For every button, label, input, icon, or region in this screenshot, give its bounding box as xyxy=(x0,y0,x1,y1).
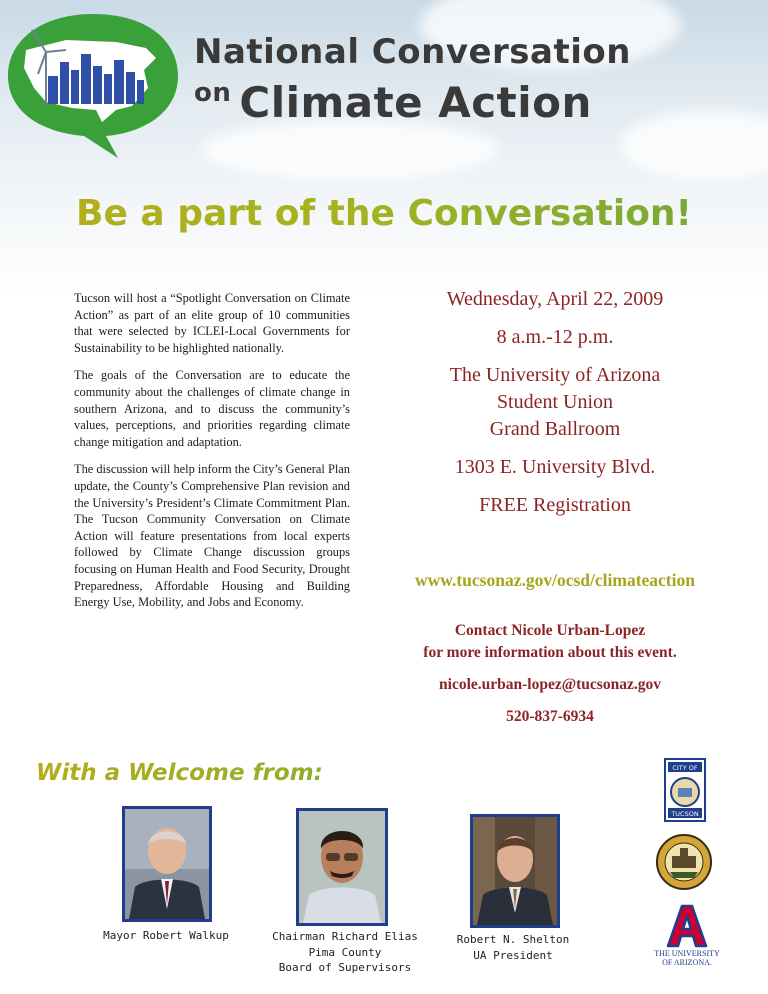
caption-shelton-line-1: Robert N. Shelton xyxy=(456,933,570,946)
event-address: 1303 E. University Blvd. xyxy=(454,456,656,478)
city-of-tucson-seal-icon xyxy=(664,758,706,822)
body-paragraph-1: Tucson will host a “Spotlight Conversation on Climate Action” as part of an elite group of 10 communities that were selected by ICLEI-Local Governments for Sustainability to be highlighted nationally. xyxy=(74,291,350,355)
caption-elias-line-3: Board of Supervisors xyxy=(278,961,412,974)
cloud xyxy=(200,120,500,180)
contact-email[interactable]: nicole.urban-lopez@tucsonaz.gov xyxy=(439,676,661,693)
robert-shelton-photo xyxy=(470,814,560,928)
event-date: Wednesday, April 22, 2009 xyxy=(446,288,664,310)
caption-elias-line-1: Chairman Richard Elias xyxy=(272,930,418,943)
welcome-heading: With a Welcome from: xyxy=(36,760,323,786)
climate-action-logo-icon xyxy=(6,10,180,160)
caption-shelton-line-2: UA President xyxy=(473,948,553,962)
caption-elias-line-2: Pima County xyxy=(308,945,382,959)
mayor-walkup-photo xyxy=(122,806,212,922)
caption-mayor xyxy=(92,928,240,944)
title-line-2 xyxy=(194,78,592,127)
headline: Be a part of the Conversation! xyxy=(0,193,768,234)
contact-line-1: Contact Nicole Urban-Lopez xyxy=(454,622,646,639)
university-of-arizona-logo-icon xyxy=(662,902,712,948)
contact-line-2: for more information about this event. xyxy=(423,644,677,661)
event-venue-2: Student Union xyxy=(496,391,614,413)
contact-block xyxy=(380,620,720,728)
title-line-1: National Conversation xyxy=(194,32,631,72)
event-venue-1: The University of Arizona xyxy=(449,364,661,386)
body-paragraph-3: The discussion will help inform the City’s General Plan update, the County’s Comprehensive Plan revision and the University’s President’s Climate Commitment Plan. The Tucson Community Conversation on Climate Action will feature presentations from local experts followed by Climate Change discussion groups focusing on Human Health and Food Security, Drought Preparedness, Affordable Housing and Building Energy Use, Mobility, and Jobs and Economy. xyxy=(74,462,350,610)
caption-elias xyxy=(258,929,432,976)
title-climate-action: Climate Action xyxy=(239,78,592,127)
contact-phone: 520-837-6934 xyxy=(506,708,594,725)
ua-logo-text xyxy=(648,949,726,967)
body-paragraph-2: The goals of the Conversation are to educate the community about the challenges of climate change in southern Arizona, and to discuss the community’s values, perceptions, and priorities regarding climate change mitigation and adaptation. xyxy=(74,368,350,449)
city-seal-top-text: CITY OF xyxy=(672,764,698,772)
caption-shelton xyxy=(444,932,582,963)
event-details xyxy=(396,286,714,519)
body-text xyxy=(74,290,350,622)
event-time: 8 a.m.-12 p.m. xyxy=(496,326,614,348)
ua-logo-line-1: THE UNIVERSITY xyxy=(654,949,720,958)
event-venue-3: Grand Ballroom xyxy=(489,418,621,440)
city-seal-bottom-text: TUCSON xyxy=(671,810,699,818)
chairman-elias-photo xyxy=(296,808,388,926)
caption-mayor-line-1: Mayor Robert Walkup xyxy=(103,929,229,942)
event-registration: FREE Registration xyxy=(479,494,631,516)
website-link[interactable]: www.tucsonaz.gov/ocsd/climateaction xyxy=(415,570,695,590)
title-on: on xyxy=(194,78,232,108)
pima-county-seal-icon xyxy=(656,834,712,890)
cloud xyxy=(620,110,768,180)
ua-logo-line-2: OF ARIZONA. xyxy=(662,958,712,967)
